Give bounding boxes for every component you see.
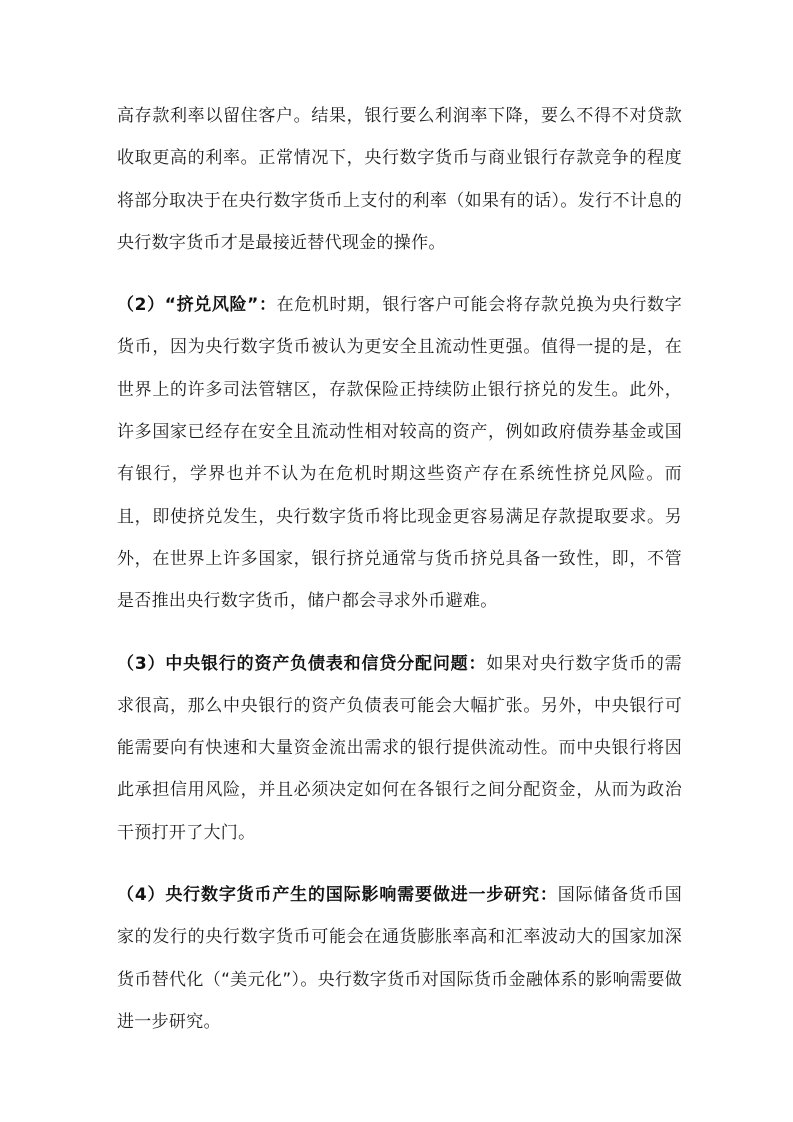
paragraph-2-heading: （2）“挤兑风险”： <box>117 295 277 316</box>
paragraph-1-text: 高存款利率以留住客户。结果，银行要么利润率下降，要么不得不对贷款收取更高的利率。正常情况下，央行数字货币与商业银行存款竞争的程度将部分取决于在央行数字货币上支付的利率（如果有的话）。发行不计息的央行数字货币才是最接近替代现金的操作。 <box>117 106 682 253</box>
paragraph-bank-run-risk <box>117 284 682 622</box>
paragraph-4-heading: （4）央行数字货币产生的国际影响需要做进一步研究： <box>117 885 558 906</box>
paragraph-4-text: 国际储备货币国家的发行的央行数字货币可能会在通货膨胀率高和汇率波动大的国家加深货币替代化（“美元化”）。央行数字货币对国际货币金融体系的影响需要做进一步研究。 <box>117 885 682 1032</box>
paragraph-continuation <box>117 95 682 264</box>
paragraph-international-impact <box>117 874 682 1043</box>
document-page <box>117 95 682 1043</box>
paragraph-balance-sheet <box>117 643 682 854</box>
paragraph-3-heading: （3）中央银行的资产负债表和信贷分配问题： <box>117 653 487 674</box>
paragraph-2-text: 在危机时期，银行客户可能会将存款兑换为央行数字货币，因为央行数字货币被认为更安全且流动性更强。值得一提的是，在世界上的许多司法管辖区，存款保险正持续防止银行挤兑的发生。此外，许多国家已经存在安全且流动性相对较高的资产，例如政府债券基金或国有银行，学界也并不认为在危机时期这些资产存在系统性挤兑风险。而且，即使挤兑发生，央行数字货币将比现金更容易满足存款提取要求。另外，在世界上许多国家，银行挤兑通常与货币挤兑具备一致性，即，不管是否推出央行数字货币，储户都会寻求外币避难。 <box>117 295 682 612</box>
paragraph-3-text: 如果对央行数字货币的需求很高，那么中央银行的资产负债表可能会大幅扩张。另外，中央银行可能需要向有快速和大量资金流出需求的银行提供流动性。而中央银行将因此承担信用风险，并且必须决定如何在各银行之间分配资金，从而为政治干预打开了大门。 <box>117 653 682 843</box>
